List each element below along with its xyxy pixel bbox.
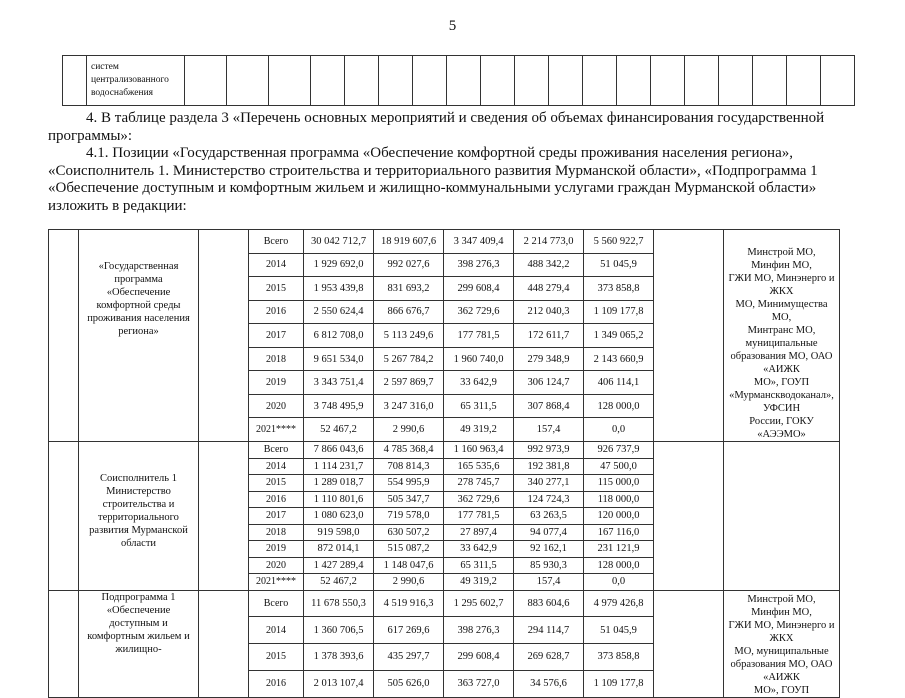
previous-table-cell: [185, 56, 227, 106]
page-number: 5: [448, 18, 457, 34]
amount-cell: 831 693,2: [374, 277, 444, 301]
previous-table-cell: [311, 56, 345, 106]
position-name-line: комфортной среды: [96, 300, 181, 311]
position-name-line: жилищно-: [115, 643, 162, 655]
previous-table-cell: [651, 56, 685, 106]
position-name-cell: [79, 590, 199, 697]
amount-cell: 47 500,0: [584, 458, 654, 475]
amount-cell: 2 214 773,0: [514, 230, 584, 254]
amount-cell: 3 748 495,9: [304, 394, 374, 418]
number-cell: [49, 230, 79, 442]
amount-cell: 5 267 784,2: [374, 347, 444, 371]
amount-cell: 172 611,7: [514, 324, 584, 348]
amount-cell: 1 929 692,0: [304, 253, 374, 277]
executor-line: Минстрой МО, Минфин МО,: [747, 247, 816, 271]
amount-cell: 51 045,9: [584, 617, 654, 644]
amount-cell: 926 737,9: [584, 442, 654, 459]
amount-cell: 1 378 393,6: [304, 644, 374, 671]
year-cell: 2016: [249, 300, 304, 324]
amount-cell: 306 124,7: [514, 371, 584, 395]
amount-cell: 128 000,0: [584, 394, 654, 418]
amount-cell: 27 897,4: [444, 524, 514, 541]
previous-table-cell: [685, 56, 719, 106]
table-row: [49, 442, 840, 459]
year-cell: 2017: [249, 324, 304, 348]
executors-cell: [724, 442, 840, 591]
amount-cell: 630 507,2: [374, 524, 444, 541]
previous-table-cell: [227, 56, 269, 106]
position-name-line: программа: [114, 274, 163, 285]
amount-cell: 157,4: [514, 418, 584, 442]
previous-table-cell: [269, 56, 311, 106]
amount-cell: 118 000,0: [584, 491, 654, 508]
executor-line: МО», ГОУП: [753, 684, 810, 696]
amount-cell: 294 114,7: [514, 617, 584, 644]
term-cell: [199, 230, 249, 442]
term-cell: [199, 442, 249, 591]
executor-line: ГЖИ МО, Минэнерго и ЖКХ: [728, 273, 835, 297]
amount-cell: 30 042 712,7: [304, 230, 374, 254]
amount-cell: 2 013 107,4: [304, 670, 374, 697]
amount-cell: 4 519 916,3: [374, 590, 444, 617]
year-cell: 2019: [249, 541, 304, 558]
amount-cell: 992 027,6: [374, 253, 444, 277]
executors-cell: [724, 590, 840, 697]
amount-cell: 52 467,2: [304, 574, 374, 591]
amount-cell: 340 277,1: [514, 475, 584, 492]
previous-table-cell: [549, 56, 583, 106]
paragraph-4-1-line-2: «Соисполнитель 1. Министерство строительства и территориального развития Мурманской области», «Подпрограмма 1: [48, 162, 818, 179]
amount-cell: 279 348,9: [514, 347, 584, 371]
amount-cell: 398 276,3: [444, 253, 514, 277]
paragraph-4-1: [48, 145, 838, 215]
amount-cell: 448 279,4: [514, 277, 584, 301]
year-cell: 2020: [249, 394, 304, 418]
amount-cell: 505 626,0: [374, 670, 444, 697]
position-name-line: Министерство: [106, 486, 171, 497]
amount-cell: 9 651 534,0: [304, 347, 374, 371]
previous-table-cell: [583, 56, 617, 106]
amount-cell: 1 295 602,7: [444, 590, 514, 617]
year-cell: 2015: [249, 277, 304, 301]
amount-cell: 65 311,5: [444, 394, 514, 418]
previous-table-cell: [447, 56, 481, 106]
amount-cell: 1 427 289,4: [304, 557, 374, 574]
year-cell: 2018: [249, 524, 304, 541]
paragraph-4-line-2: программы»:: [48, 127, 133, 144]
amount-cell: 373 858,8: [584, 644, 654, 671]
executor-line: России, ГОКУ «АЭЭМО»: [749, 416, 814, 440]
amount-cell: 1 109 177,8: [584, 300, 654, 324]
amount-cell: 1 148 047,6: [374, 557, 444, 574]
year-cell: 2021****: [249, 574, 304, 591]
paragraph-4-1-line-1: 4.1. Позиции «Государственная программа «Обеспечение комфортной среды проживания населения региона»,: [86, 145, 793, 161]
amount-cell: 3 247 316,0: [374, 394, 444, 418]
amount-cell: 398 276,3: [444, 617, 514, 644]
amount-cell: 1 349 065,2: [584, 324, 654, 348]
paragraph-4-1-line-3: «Обеспечение доступным и комфортным жильем и жилищно-коммунальными услугами граждан Мурманской области»: [48, 180, 817, 196]
previous-table-cell: [87, 56, 185, 106]
amount-cell: 1 953 439,8: [304, 277, 374, 301]
amount-cell: 362 729,6: [444, 300, 514, 324]
paragraph-4-1-line-4: изложить в редакции:: [48, 197, 187, 214]
amount-cell: 33 642,9: [444, 541, 514, 558]
amount-cell: 992 973,9: [514, 442, 584, 459]
position-name-line: доступным и: [109, 617, 168, 629]
amount-cell: 1 360 706,5: [304, 617, 374, 644]
previous-table-cell: [481, 56, 515, 106]
amount-cell: 1 160 963,4: [444, 442, 514, 459]
amount-cell: 4 979 426,8: [584, 590, 654, 617]
position-name-line: «Государственная: [98, 261, 179, 272]
previous-table-fragment: [62, 55, 855, 106]
executor-line: ГЖИ МО, Минэнерго и ЖКХ: [728, 619, 835, 644]
table-row: [49, 590, 840, 617]
amount-cell: 192 381,8: [514, 458, 584, 475]
amount-cell: 5 560 922,7: [584, 230, 654, 254]
amount-cell: 1 080 623,0: [304, 508, 374, 525]
amount-cell: 488 342,2: [514, 253, 584, 277]
amount-cell: 49 319,2: [444, 574, 514, 591]
result-cell: [654, 442, 724, 591]
position-name-cell: [79, 230, 199, 442]
previous-table-text-line: систем: [91, 62, 119, 72]
amount-cell: 65 311,5: [444, 557, 514, 574]
executor-line: Минстрой МО, Минфин МО,: [747, 593, 816, 618]
amount-cell: 278 745,7: [444, 475, 514, 492]
amount-cell: 124 724,3: [514, 491, 584, 508]
amount-cell: 7 866 043,6: [304, 442, 374, 459]
amount-cell: 120 000,0: [584, 508, 654, 525]
amount-cell: 299 608,4: [444, 277, 514, 301]
year-cell: 2021****: [249, 418, 304, 442]
amount-cell: 269 628,7: [514, 644, 584, 671]
position-name-line: проживания населения: [87, 313, 190, 324]
executor-line: «Мурманскводоканал», УФСИН: [729, 390, 834, 414]
amount-cell: 1 110 801,6: [304, 491, 374, 508]
amount-cell: 3 343 751,4: [304, 371, 374, 395]
amount-cell: 872 014,1: [304, 541, 374, 558]
year-cell: 2014: [249, 458, 304, 475]
amount-cell: 362 729,6: [444, 491, 514, 508]
previous-table-text-line: водоснабжения: [91, 88, 154, 98]
result-cell: [654, 230, 724, 442]
year-cell: 2014: [249, 617, 304, 644]
amount-cell: 128 000,0: [584, 557, 654, 574]
amount-cell: 307 868,4: [514, 394, 584, 418]
amount-cell: 363 727,0: [444, 670, 514, 697]
amount-cell: 85 930,3: [514, 557, 584, 574]
position-name-line: комфортным жильем и: [87, 630, 190, 642]
position-name-line: строительства и: [102, 499, 175, 510]
amount-cell: 719 578,0: [374, 508, 444, 525]
year-cell: 2019: [249, 371, 304, 395]
previous-table-cell: [787, 56, 821, 106]
amount-cell: 11 678 550,3: [304, 590, 374, 617]
paragraph-4-line-1: 4. В таблице раздела 3 «Перечень основных мероприятий и сведения об объемах финансирования государственной: [86, 110, 825, 126]
table-row: [49, 230, 840, 254]
amount-cell: 177 781,5: [444, 508, 514, 525]
year-cell: Всего: [249, 590, 304, 617]
position-name-line: развития Мурманской: [89, 525, 188, 536]
amount-cell: 4 785 368,4: [374, 442, 444, 459]
amount-cell: 866 676,7: [374, 300, 444, 324]
financing-table: [48, 229, 840, 698]
year-cell: 2015: [249, 644, 304, 671]
amount-cell: 2 550 624,4: [304, 300, 374, 324]
amount-cell: 231 121,9: [584, 541, 654, 558]
amount-cell: 177 781,5: [444, 324, 514, 348]
amount-cell: 165 535,6: [444, 458, 514, 475]
executor-line: МО», ГОУП: [753, 377, 810, 388]
year-cell: 2015: [249, 475, 304, 492]
previous-table-cell: [753, 56, 787, 106]
amount-cell: 2 990,6: [374, 418, 444, 442]
position-name-line: «Обеспечение: [106, 287, 171, 298]
amount-cell: 2 990,6: [374, 574, 444, 591]
executor-line: образования МО, ОАО «АИЖК: [730, 658, 833, 683]
year-cell: 2014: [249, 253, 304, 277]
amount-cell: 52 467,2: [304, 418, 374, 442]
amount-cell: 299 608,4: [444, 644, 514, 671]
amount-cell: 919 598,0: [304, 524, 374, 541]
amount-cell: 33 642,9: [444, 371, 514, 395]
amount-cell: 708 814,3: [374, 458, 444, 475]
amount-cell: 167 116,0: [584, 524, 654, 541]
amount-cell: 2 143 660,9: [584, 347, 654, 371]
amount-cell: 49 319,2: [444, 418, 514, 442]
position-name-line: «Обеспечение: [106, 604, 171, 616]
previous-table-cell: [821, 56, 855, 106]
amount-cell: 94 077,4: [514, 524, 584, 541]
previous-table-cell: [63, 56, 87, 106]
executor-line: МО, Минимущества МО,: [735, 299, 828, 323]
paragraph-4: [48, 110, 838, 145]
previous-table-cell: [413, 56, 447, 106]
amount-cell: 883 604,6: [514, 590, 584, 617]
amount-cell: 435 297,7: [374, 644, 444, 671]
amount-cell: 1 109 177,8: [584, 670, 654, 697]
position-name-cell: [79, 442, 199, 591]
executors-cell: [724, 230, 840, 442]
amount-cell: 34 576,6: [514, 670, 584, 697]
previous-table-cell: [719, 56, 753, 106]
executor-line: МО, муниципальные: [734, 645, 829, 657]
amount-cell: 515 087,2: [374, 541, 444, 558]
previous-table-cell: [345, 56, 379, 106]
amount-cell: 373 858,8: [584, 277, 654, 301]
amount-cell: 1 289 018,7: [304, 475, 374, 492]
year-cell: 2017: [249, 508, 304, 525]
number-cell: [49, 442, 79, 591]
year-cell: 2016: [249, 670, 304, 697]
number-cell: [49, 590, 79, 697]
previous-table-cell: [617, 56, 651, 106]
year-cell: 2018: [249, 347, 304, 371]
year-cell: Всего: [249, 230, 304, 254]
amount-cell: 6 812 708,0: [304, 324, 374, 348]
position-name-line: региона»: [118, 326, 159, 337]
amount-cell: 0,0: [584, 418, 654, 442]
amount-cell: 0,0: [584, 574, 654, 591]
previous-table-cell: [379, 56, 413, 106]
position-name-line: Соисполнитель 1: [100, 473, 177, 484]
amount-cell: 554 995,9: [374, 475, 444, 492]
term-cell: [199, 590, 249, 697]
amount-cell: 157,4: [514, 574, 584, 591]
position-name-line: области: [120, 538, 157, 549]
amount-cell: 212 040,3: [514, 300, 584, 324]
executor-line: Минтранс МО, муниципальные: [745, 325, 818, 349]
amount-cell: 115 000,0: [584, 475, 654, 492]
previous-table-text-line: централизованного: [91, 75, 169, 85]
previous-table-cell: [515, 56, 549, 106]
year-cell: 2020: [249, 557, 304, 574]
amount-cell: 617 269,6: [374, 617, 444, 644]
amount-cell: 5 113 249,6: [374, 324, 444, 348]
amount-cell: 51 045,9: [584, 253, 654, 277]
year-cell: Всего: [249, 442, 304, 459]
amount-cell: 2 597 869,7: [374, 371, 444, 395]
executor-line: образования МО, ОАО «АИЖК: [730, 351, 833, 375]
amount-cell: 18 919 607,6: [374, 230, 444, 254]
result-cell: [654, 590, 724, 697]
amount-cell: 1 114 231,7: [304, 458, 374, 475]
position-name-line: территориального: [98, 512, 179, 523]
amount-cell: 92 162,1: [514, 541, 584, 558]
amount-cell: 505 347,7: [374, 491, 444, 508]
amount-cell: 406 114,1: [584, 371, 654, 395]
amount-cell: 63 263,5: [514, 508, 584, 525]
year-cell: 2016: [249, 491, 304, 508]
position-name-line: Подпрограмма 1: [101, 591, 176, 603]
amount-cell: 3 347 409,4: [444, 230, 514, 254]
amount-cell: 1 960 740,0: [444, 347, 514, 371]
